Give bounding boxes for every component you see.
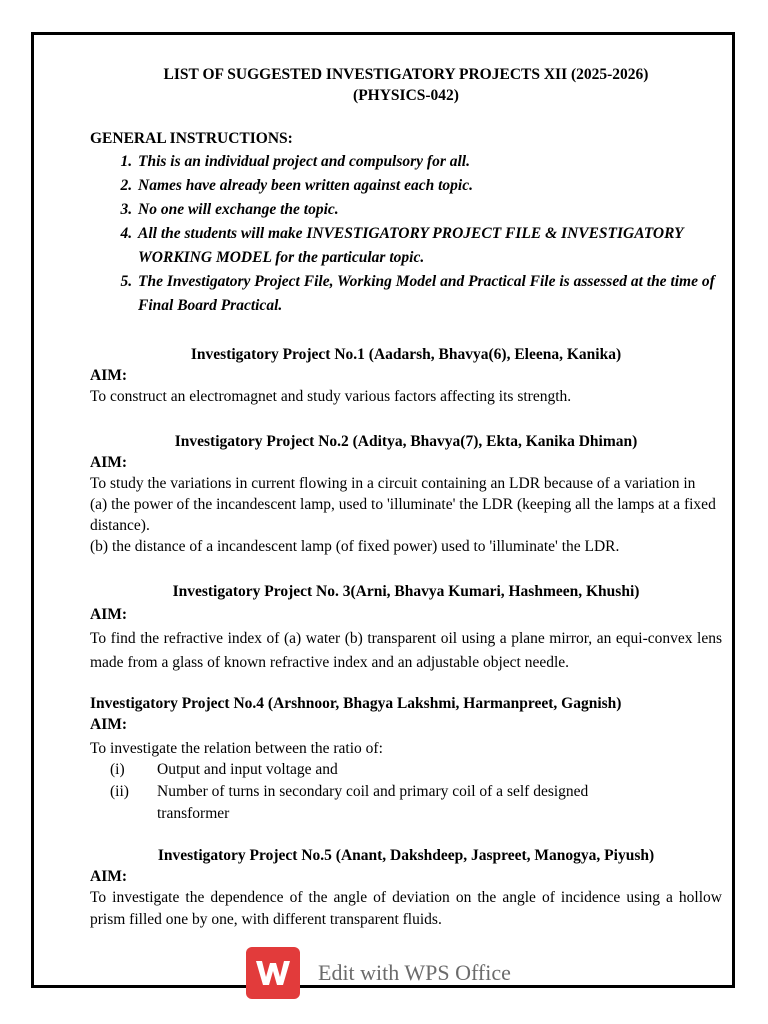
aim-label: AIM: — [90, 367, 128, 384]
aim-text: (b) the distance of a incandescent lamp (of fixed power) used to 'illuminate' the LDR. — [90, 538, 620, 555]
aim-label: AIM: — [90, 868, 128, 885]
instruction-item: 2. Names have already been written against each topic. — [136, 174, 722, 198]
aim-text: To investigate the relation between the ratio of: — [90, 740, 383, 757]
project-5 — [90, 845, 722, 931]
list-item-text: Number of turns in secondary coil and primary coil of a self designed transformer — [157, 783, 589, 822]
list-item — [90, 781, 722, 825]
wps-watermark[interactable] — [246, 947, 511, 999]
project-1 — [90, 344, 722, 407]
aim-text: To investigate the dependence of the angle of deviation on the angle of incidence using a hollow prism filled one by one, with different transparent fluids. — [90, 889, 722, 928]
aim-text: To construct an electromagnet and study various factors affecting its strength. — [90, 388, 572, 405]
project-heading: Investigatory Project No.1 (Aadarsh, Bhavya(6), Eleena, Kanika) — [190, 346, 622, 363]
instruction-item: 1. This is an individual project and compulsory for all. — [136, 150, 722, 174]
document-body — [90, 64, 722, 931]
document-title: LIST OF SUGGESTED INVESTIGATORY PROJECTS XII (2025-2026) — [163, 66, 649, 83]
project-2 — [90, 431, 722, 557]
project-heading: Investigatory Project No.2 (Aditya, Bhavya(7), Ekta, Kanika Dhiman) — [174, 433, 638, 450]
wps-logo-icon — [246, 947, 300, 999]
aim-text: To study the variations in current flowing in a circuit containing an LDR because of a variation in — [90, 475, 696, 492]
project-heading: Investigatory Project No.5 (Anant, Dakshdeep, Jaspreet, Manogya, Piyush) — [157, 847, 655, 864]
project-heading: Investigatory Project No. 3(Arni, Bhavya Kumari, Hashmeen, Khushi) — [172, 583, 640, 600]
aim-label: AIM: — [90, 606, 128, 623]
instruction-item: 4. All the students will make INVESTIGATORY PROJECT FILE & INVESTIGATORY WORKING MODEL for the particular topic. — [136, 222, 722, 270]
wps-watermark-text: Edit with WPS Office — [318, 960, 511, 985]
list-item-number: (i) — [110, 761, 125, 778]
project-heading: Investigatory Project No.4 (Arshnoor, Bhagya Lakshmi, Harmanpreet, Gagnish) — [90, 695, 622, 712]
aim-text: (a) the power of the incandescent lamp, used to 'illuminate' the LDR (keeping all the lamps at a fixed distance). — [90, 496, 716, 534]
aim-label: AIM: — [90, 454, 128, 471]
project-4 — [90, 693, 722, 825]
instructions-list — [90, 150, 722, 318]
instruction-item: 5. The Investigatory Project File, Working Model and Practical File is assessed at the time of Final Board Practical. — [136, 270, 722, 318]
instruction-item: 3. No one will exchange the topic. — [136, 198, 722, 222]
project-3 — [90, 581, 722, 675]
list-item — [90, 759, 722, 781]
aim-label: AIM: — [90, 716, 128, 733]
general-instructions-heading: GENERAL INSTRUCTIONS: — [90, 130, 293, 147]
list-item-text: Output and input voltage and — [157, 761, 338, 778]
list-item-number: (ii) — [110, 783, 129, 800]
document-subtitle: (PHYSICS-042) — [353, 87, 459, 104]
aim-text: To find the refractive index of (a) water (b) transparent oil using a plane mirror, an equi-convex lens made from a glass of known refractive index and an adjustable object needle. — [90, 630, 722, 671]
